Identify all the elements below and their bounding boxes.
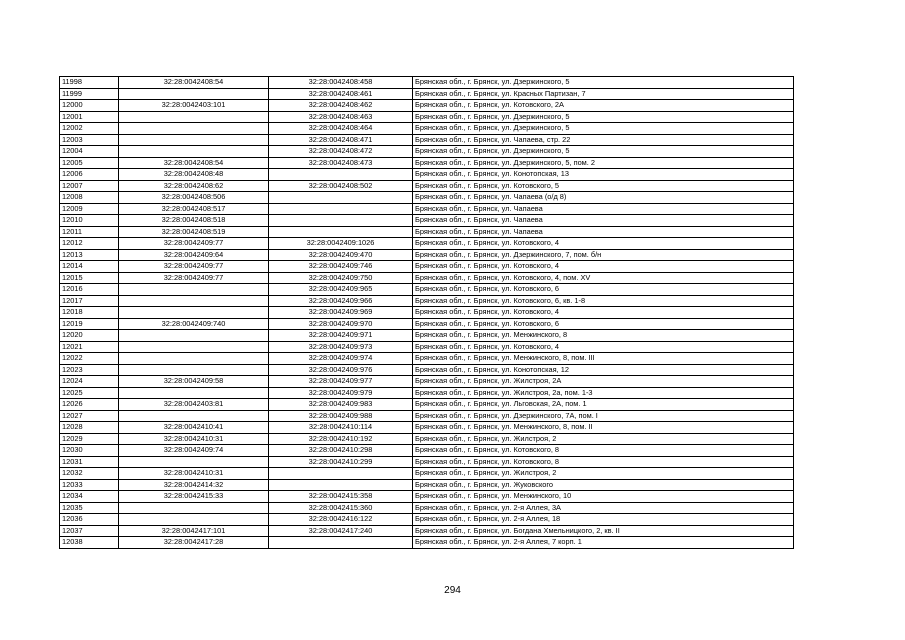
table-row — [60, 307, 794, 319]
page-number: 294 — [444, 585, 461, 596]
address-cell: Брянская обл., г. Брянск, ул. Чапаева — [413, 226, 794, 238]
cadastral-number-cell: 32:28:0042408:48 — [119, 169, 269, 181]
row-number-cell: 12007 — [60, 180, 119, 192]
object-cadastral-number-cell: 32:28:0042417:240 — [269, 525, 413, 537]
cadastral-number-cell: 32:28:0042414:32 — [119, 479, 269, 491]
row-number-cell: 12001 — [60, 111, 119, 123]
row-number-cell: 12027 — [60, 410, 119, 422]
row-number-cell: 12002 — [60, 123, 119, 135]
cadastral-number-cell: 32:28:0042417:28 — [119, 537, 269, 549]
address-cell: Брянская обл., г. Брянск, ул. Котовского, 4 — [413, 341, 794, 353]
row-number-cell: 12036 — [60, 514, 119, 526]
row-number-cell: 12032 — [60, 468, 119, 480]
table-row — [60, 88, 794, 100]
table-row — [60, 77, 794, 89]
address-cell: Брянская обл., г. Брянск, ул. 2-я Аллея, 18 — [413, 514, 794, 526]
table-row — [60, 445, 794, 457]
object-cadastral-number-cell: 32:28:0042409:969 — [269, 307, 413, 319]
table-row — [60, 157, 794, 169]
object-cadastral-number-cell: 32:28:0042408:473 — [269, 157, 413, 169]
cadastral-number-cell: 32:28:0042408:506 — [119, 192, 269, 204]
cadastral-number-cell — [119, 134, 269, 146]
row-number-cell: 12031 — [60, 456, 119, 468]
table-row — [60, 249, 794, 261]
object-cadastral-number-cell: 32:28:0042408:463 — [269, 111, 413, 123]
table-row — [60, 387, 794, 399]
row-number-cell: 12022 — [60, 353, 119, 365]
address-cell: Брянская обл., г. Брянск, ул. Чапаева — [413, 203, 794, 215]
row-number-cell: 12028 — [60, 422, 119, 434]
table-row — [60, 525, 794, 537]
object-cadastral-number-cell — [269, 203, 413, 215]
table-row — [60, 502, 794, 514]
object-cadastral-number-cell: 32:28:0042409:966 — [269, 295, 413, 307]
address-cell: Брянская обл., г. Брянск, ул. Котовского, 4 — [413, 261, 794, 273]
row-number-cell: 11999 — [60, 88, 119, 100]
address-cell: Брянская обл., г. Брянск, ул. 2-я Аллея, 7 корп. 1 — [413, 537, 794, 549]
table-row — [60, 134, 794, 146]
address-cell: Брянская обл., г. Брянск, ул. Дзержинского, 5 — [413, 77, 794, 89]
table-row — [60, 272, 794, 284]
row-number-cell: 12023 — [60, 364, 119, 376]
table-row — [60, 203, 794, 215]
row-number-cell: 12010 — [60, 215, 119, 227]
cadastral-number-cell — [119, 387, 269, 399]
table-row — [60, 399, 794, 411]
cadastral-number-cell — [119, 123, 269, 135]
object-cadastral-number-cell: 32:28:0042410:299 — [269, 456, 413, 468]
object-cadastral-number-cell: 32:28:0042408:461 — [269, 88, 413, 100]
row-number-cell: 12013 — [60, 249, 119, 261]
cadastral-number-cell: 32:28:0042409:77 — [119, 272, 269, 284]
table-row — [60, 261, 794, 273]
object-cadastral-number-cell: 32:28:0042416:122 — [269, 514, 413, 526]
table-row — [60, 330, 794, 342]
table-row — [60, 364, 794, 376]
table-row — [60, 491, 794, 503]
row-number-cell: 12008 — [60, 192, 119, 204]
address-cell: Брянская обл., г. Брянск, ул. Менжинского, 8, пом. III — [413, 353, 794, 365]
table-row — [60, 456, 794, 468]
object-cadastral-number-cell: 32:28:0042415:360 — [269, 502, 413, 514]
address-cell: Брянская обл., г. Брянск, ул. Дзержинского, 5 — [413, 123, 794, 135]
cadastral-number-cell — [119, 410, 269, 422]
row-number-cell: 12034 — [60, 491, 119, 503]
row-number-cell: 12009 — [60, 203, 119, 215]
address-cell: Брянская обл., г. Брянск, ул. Дзержинского, 5 — [413, 111, 794, 123]
row-number-cell: 11998 — [60, 77, 119, 89]
address-cell: Брянская обл., г. Брянск, ул. Конотопская, 13 — [413, 169, 794, 181]
cadastral-number-cell: 32:28:0042410:31 — [119, 433, 269, 445]
object-cadastral-number-cell: 32:28:0042409:746 — [269, 261, 413, 273]
cadastral-number-cell: 32:28:0042408:54 — [119, 157, 269, 169]
table-row — [60, 479, 794, 491]
cadastral-number-cell: 32:28:0042409:740 — [119, 318, 269, 330]
address-cell: Брянская обл., г. Брянск, ул. Котовского, 2А — [413, 100, 794, 112]
row-number-cell: 12033 — [60, 479, 119, 491]
object-cadastral-number-cell: 32:28:0042408:458 — [269, 77, 413, 89]
address-cell: Брянская обл., г. Брянск, ул. Котовского, 8 — [413, 445, 794, 457]
table-row — [60, 318, 794, 330]
cadastral-number-cell: 32:28:0042408:54 — [119, 77, 269, 89]
address-cell: Брянская обл., г. Брянск, ул. Дзержинского, 5 — [413, 146, 794, 158]
table-row — [60, 100, 794, 112]
row-number-cell: 12024 — [60, 376, 119, 388]
row-number-cell: 12037 — [60, 525, 119, 537]
row-number-cell: 12019 — [60, 318, 119, 330]
cadastral-number-cell: 32:28:0042409:77 — [119, 238, 269, 250]
cadastral-number-cell — [119, 88, 269, 100]
address-cell: Брянская обл., г. Брянск, ул. Котовского, 6 — [413, 284, 794, 296]
object-cadastral-number-cell — [269, 226, 413, 238]
cadastral-number-cell — [119, 502, 269, 514]
object-cadastral-number-cell: 32:28:0042408:472 — [269, 146, 413, 158]
object-cadastral-number-cell: 32:28:0042409:974 — [269, 353, 413, 365]
object-cadastral-number-cell — [269, 537, 413, 549]
address-cell: Брянская обл., г. Брянск, ул. Богдана Хмельницкого, 2, кв. II — [413, 525, 794, 537]
table-row — [60, 146, 794, 158]
cadastral-number-cell: 32:28:0042408:519 — [119, 226, 269, 238]
table-row — [60, 238, 794, 250]
address-cell: Брянская обл., г. Брянск, ул. Жуковского — [413, 479, 794, 491]
cadastral-number-cell — [119, 111, 269, 123]
cadastral-number-cell: 32:28:0042415:33 — [119, 491, 269, 503]
object-cadastral-number-cell: 32:28:0042415:358 — [269, 491, 413, 503]
object-cadastral-number-cell: 32:28:0042410:298 — [269, 445, 413, 457]
address-cell: Брянская обл., г. Брянск, ул. Котовского, 4 — [413, 307, 794, 319]
object-cadastral-number-cell: 32:28:0042409:976 — [269, 364, 413, 376]
object-cadastral-number-cell: 32:28:0042409:979 — [269, 387, 413, 399]
row-number-cell: 12021 — [60, 341, 119, 353]
address-cell: Брянская обл., г. Брянск, ул. Чапаева (о/д 8) — [413, 192, 794, 204]
address-cell: Брянская обл., г. Брянск, ул. Жилстроя, 2А — [413, 376, 794, 388]
cadastral-number-cell: 32:28:0042409:74 — [119, 445, 269, 457]
row-number-cell: 12016 — [60, 284, 119, 296]
table-row — [60, 111, 794, 123]
table-row — [60, 514, 794, 526]
registry-table — [59, 76, 794, 549]
object-cadastral-number-cell: 32:28:0042409:977 — [269, 376, 413, 388]
address-cell: Брянская обл., г. Брянск, ул. Чапаева — [413, 215, 794, 227]
cadastral-number-cell: 32:28:0042409:77 — [119, 261, 269, 273]
cadastral-number-cell: 32:28:0042409:64 — [119, 249, 269, 261]
object-cadastral-number-cell — [269, 468, 413, 480]
row-number-cell: 12020 — [60, 330, 119, 342]
address-cell: Брянская обл., г. Брянск, ул. Дзержинского, 7А, пом. I — [413, 410, 794, 422]
cadastral-number-cell: 32:28:0042403:101 — [119, 100, 269, 112]
cadastral-number-cell — [119, 353, 269, 365]
table-row — [60, 376, 794, 388]
row-number-cell: 12011 — [60, 226, 119, 238]
table-row — [60, 433, 794, 445]
cadastral-number-cell: 32:28:0042408:518 — [119, 215, 269, 227]
address-cell: Брянская обл., г. Брянск, ул. Котовского, 4 — [413, 238, 794, 250]
cadastral-number-cell: 32:28:0042410:41 — [119, 422, 269, 434]
cadastral-number-cell: 32:28:0042410:31 — [119, 468, 269, 480]
cadastral-number-cell — [119, 284, 269, 296]
object-cadastral-number-cell: 32:28:0042409:973 — [269, 341, 413, 353]
object-cadastral-number-cell: 32:28:0042408:462 — [269, 100, 413, 112]
row-number-cell: 12029 — [60, 433, 119, 445]
row-number-cell: 12015 — [60, 272, 119, 284]
row-number-cell: 12000 — [60, 100, 119, 112]
cadastral-number-cell — [119, 514, 269, 526]
address-cell: Брянская обл., г. Брянск, ул. Менжинского, 8 — [413, 330, 794, 342]
cadastral-number-cell — [119, 307, 269, 319]
cadastral-number-cell: 32:28:0042408:517 — [119, 203, 269, 215]
object-cadastral-number-cell: 32:28:0042410:192 — [269, 433, 413, 445]
row-number-cell: 12014 — [60, 261, 119, 273]
object-cadastral-number-cell: 32:28:0042408:502 — [269, 180, 413, 192]
address-cell: Брянская обл., г. Брянск, ул. Котовского, 5 — [413, 180, 794, 192]
address-cell: Брянская обл., г. Брянск, ул. Менжинского, 8, пом. II — [413, 422, 794, 434]
object-cadastral-number-cell: 32:28:0042409:750 — [269, 272, 413, 284]
table-row — [60, 215, 794, 227]
address-cell: Брянская обл., г. Брянск, ул. Чапаева, стр. 22 — [413, 134, 794, 146]
row-number-cell: 12012 — [60, 238, 119, 250]
cadastral-number-cell — [119, 146, 269, 158]
row-number-cell: 12026 — [60, 399, 119, 411]
address-cell: Брянская обл., г. Брянск, ул. Котовского, 6 — [413, 318, 794, 330]
address-cell: Брянская обл., г. Брянск, ул. Котовского, 6, кв. 1-8 — [413, 295, 794, 307]
address-cell: Брянская обл., г. Брянск, ул. Дзержинского, 5, пом. 2 — [413, 157, 794, 169]
table-row — [60, 341, 794, 353]
row-number-cell: 12018 — [60, 307, 119, 319]
cadastral-number-cell — [119, 456, 269, 468]
table-row — [60, 180, 794, 192]
object-cadastral-number-cell: 32:28:0042410:114 — [269, 422, 413, 434]
table-row — [60, 468, 794, 480]
object-cadastral-number-cell: 32:28:0042409:1026 — [269, 238, 413, 250]
cadastral-number-cell — [119, 364, 269, 376]
registry-table-body — [60, 77, 794, 549]
object-cadastral-number-cell — [269, 479, 413, 491]
row-number-cell: 12025 — [60, 387, 119, 399]
address-cell: Брянская обл., г. Брянск, ул. Дзержинского, 7, пом. б/н — [413, 249, 794, 261]
cadastral-number-cell — [119, 341, 269, 353]
row-number-cell: 12003 — [60, 134, 119, 146]
row-number-cell: 12030 — [60, 445, 119, 457]
object-cadastral-number-cell: 32:28:0042409:988 — [269, 410, 413, 422]
address-cell: Брянская обл., г. Брянск, ул. 2-я Аллея, 3А — [413, 502, 794, 514]
cadastral-number-cell: 32:28:0042403:81 — [119, 399, 269, 411]
address-cell: Брянская обл., г. Брянск, ул. Красных Партизан, 7 — [413, 88, 794, 100]
row-number-cell: 12038 — [60, 537, 119, 549]
object-cadastral-number-cell — [269, 215, 413, 227]
object-cadastral-number-cell: 32:28:0042409:983 — [269, 399, 413, 411]
table-row — [60, 192, 794, 204]
table-row — [60, 422, 794, 434]
cadastral-number-cell — [119, 330, 269, 342]
address-cell: Брянская обл., г. Брянск, ул. Котовского, 8 — [413, 456, 794, 468]
row-number-cell: 12035 — [60, 502, 119, 514]
row-number-cell: 12017 — [60, 295, 119, 307]
object-cadastral-number-cell: 32:28:0042409:965 — [269, 284, 413, 296]
cadastral-number-cell — [119, 295, 269, 307]
row-number-cell: 12004 — [60, 146, 119, 158]
address-cell: Брянская обл., г. Брянск, ул. Жилстроя, 2 — [413, 433, 794, 445]
object-cadastral-number-cell: 32:28:0042409:970 — [269, 318, 413, 330]
address-cell: Брянская обл., г. Брянск, ул. Котовского, 4, пом. XV — [413, 272, 794, 284]
row-number-cell: 12006 — [60, 169, 119, 181]
table-row — [60, 295, 794, 307]
address-cell: Брянская обл., г. Брянск, ул. Жилстроя, 2 — [413, 468, 794, 480]
object-cadastral-number-cell: 32:28:0042409:470 — [269, 249, 413, 261]
address-cell: Брянская обл., г. Брянск, ул. Льговская, 2А, пом. 1 — [413, 399, 794, 411]
table-row — [60, 169, 794, 181]
address-cell: Брянская обл., г. Брянск, ул. Менжинского, 10 — [413, 491, 794, 503]
table-row — [60, 353, 794, 365]
address-cell: Брянская обл., г. Брянск, ул. Жилстроя, 2а, пом. 1-3 — [413, 387, 794, 399]
object-cadastral-number-cell: 32:28:0042408:464 — [269, 123, 413, 135]
cadastral-number-cell: 32:28:0042408:62 — [119, 180, 269, 192]
table-row — [60, 226, 794, 238]
object-cadastral-number-cell: 32:28:0042408:471 — [269, 134, 413, 146]
cadastral-number-cell: 32:28:0042409:58 — [119, 376, 269, 388]
object-cadastral-number-cell: 32:28:0042409:971 — [269, 330, 413, 342]
table-row — [60, 284, 794, 296]
table-row — [60, 410, 794, 422]
table-row — [60, 537, 794, 549]
row-number-cell: 12005 — [60, 157, 119, 169]
table-row — [60, 123, 794, 135]
object-cadastral-number-cell — [269, 192, 413, 204]
object-cadastral-number-cell — [269, 169, 413, 181]
address-cell: Брянская обл., г. Брянск, ул. Конотопская, 12 — [413, 364, 794, 376]
cadastral-number-cell: 32:28:0042417:101 — [119, 525, 269, 537]
